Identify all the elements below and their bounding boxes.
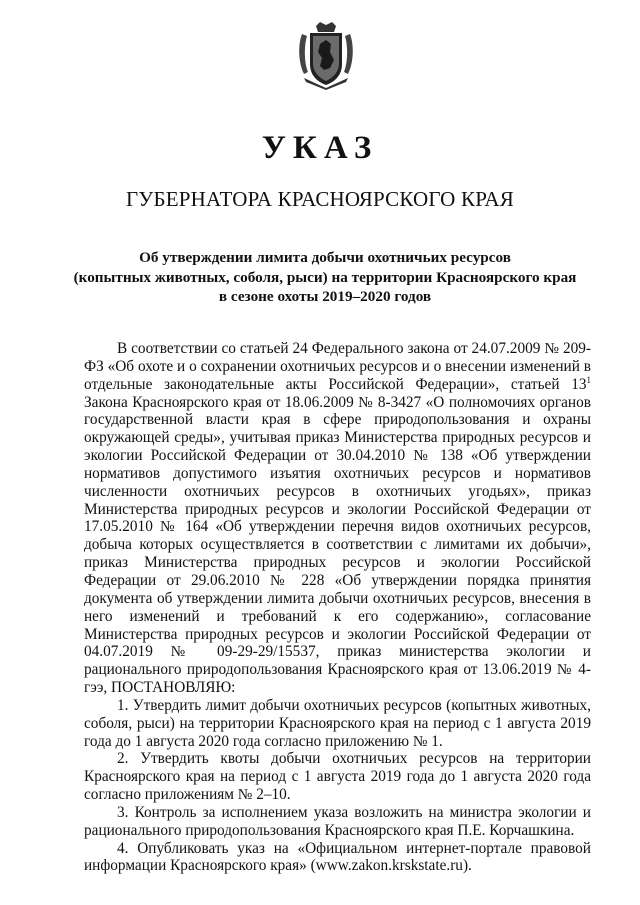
coat-of-arms-icon: [296, 22, 356, 90]
decree-title: УКАЗ: [261, 130, 379, 166]
subject-line: (копытных животных, соболя, рыси) на территории Красноярского края: [73, 268, 577, 286]
preamble-text: В соответствии со статьей 24 Федерального закона от 24.07.2009 № 209-ФЗ «Об охоте и о сохранении охотничьих ресурсов и о внесении изменений в отдельные законодательные акты Российской Федерации», статьей 13: [84, 340, 591, 393]
decree-body: [84, 340, 591, 875]
preamble-text: Закона Красноярского края от 18.06.2009 № 8-3427 «О полномочиях органов государственной власти края в сфере природопользования и охраны окружающей среды», учитывая приказ Министерства природных ресурсов и экологии Российской Федерации от 30.04.2010 № 138 «Об утверждении нормативов допустимого изъятия охотничьих ресурсов и нормативов численности охотничьих ресурсов в охотничьих угодьях», приказ Министерства природных ресурсов и экологии Российской Федерации от 17.05.2010 № 164 «Об утверждении перечня видов охотничьих ресурсов, добыча которых осуществляется в соответствии с лимитами их добычи», приказ Министерства природных ресурсов и экологии Российской Федерации от 29.06.2010 № 228 «Об утверждении порядка принятия документа об утверждении лимита добычи охотничьих ресурсов, внесения в него изменений и требований к его содержанию», согласование Министерства природных ресурсов и экологии Российской Федерации от 04.07.2019 № 09-29-29/15537, приказ министерства экологии и рационального природопользования Красноярского края от 13.06.2019 № 4-гээ, ПОСТАНОВЛЯЮ:: [84, 393, 591, 697]
subject-line: Об утверждении лимита добычи охотничьих ресурсов: [139, 249, 511, 266]
decree-item: 1. Утвердить лимит добычи охотничьих ресурсов (копытных животных, соболя, рыси) на территории Красноярского края на период с 1 августа 2019 года до 1 августа 2020 года согласно приложению № 1.: [84, 696, 591, 750]
decree-item: 3. Контроль за исполнением указа возложить на министра экологии и рационального природопользования Красноярского края П.Е. Корчашкина.: [84, 803, 591, 839]
decree-item: 2. Утвердить квоты добычи охотничьих ресурсов на территории Красноярского края на период с 1 августа 2019 года до 1 августа 2020 года согласно приложениям № 2–10.: [84, 750, 591, 804]
decree-subject: [60, 248, 590, 307]
issuer-heading: ГУБЕРНАТОРА КРАСНОЯРСКОГО КРАЯ: [126, 187, 514, 211]
article-superscript: 1: [586, 374, 591, 385]
decree-item: 4. Опубликовать указ на «Официальном интернет-портале правовой информации Красноярского края» (www.zakon.krskstate.ru).: [84, 839, 591, 875]
subject-line: в сезоне охоты 2019–2020 годов: [218, 288, 432, 305]
preamble-paragraph: [84, 340, 591, 697]
